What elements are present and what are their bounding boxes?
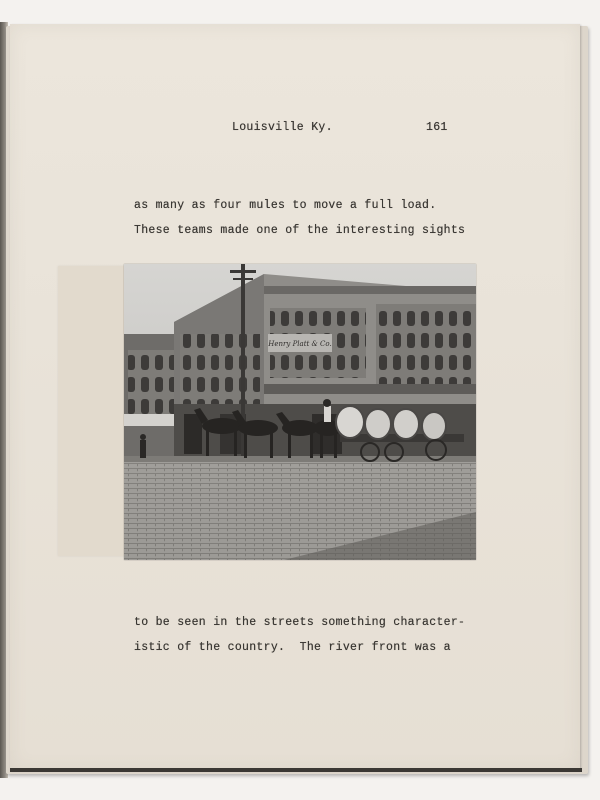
storefront-sign-text: Henry Platt & Co. xyxy=(268,340,332,348)
text-line-2: These teams made one of the interesting sights xyxy=(134,224,466,237)
street-photograph xyxy=(124,264,476,560)
mounting-paper xyxy=(58,266,126,556)
running-header-place: Louisville Ky. xyxy=(232,121,333,134)
text-line-4: istic of the country. The river front was a xyxy=(134,641,451,654)
left-building xyxy=(124,334,180,460)
text-line-3: to be seen in the streets something character- xyxy=(134,616,466,629)
pedestrian xyxy=(140,434,146,458)
page-bottom-edge xyxy=(10,768,582,772)
page-number: 161 xyxy=(426,121,448,134)
text-line-1: as many as four mules to move a full load. xyxy=(134,199,437,212)
